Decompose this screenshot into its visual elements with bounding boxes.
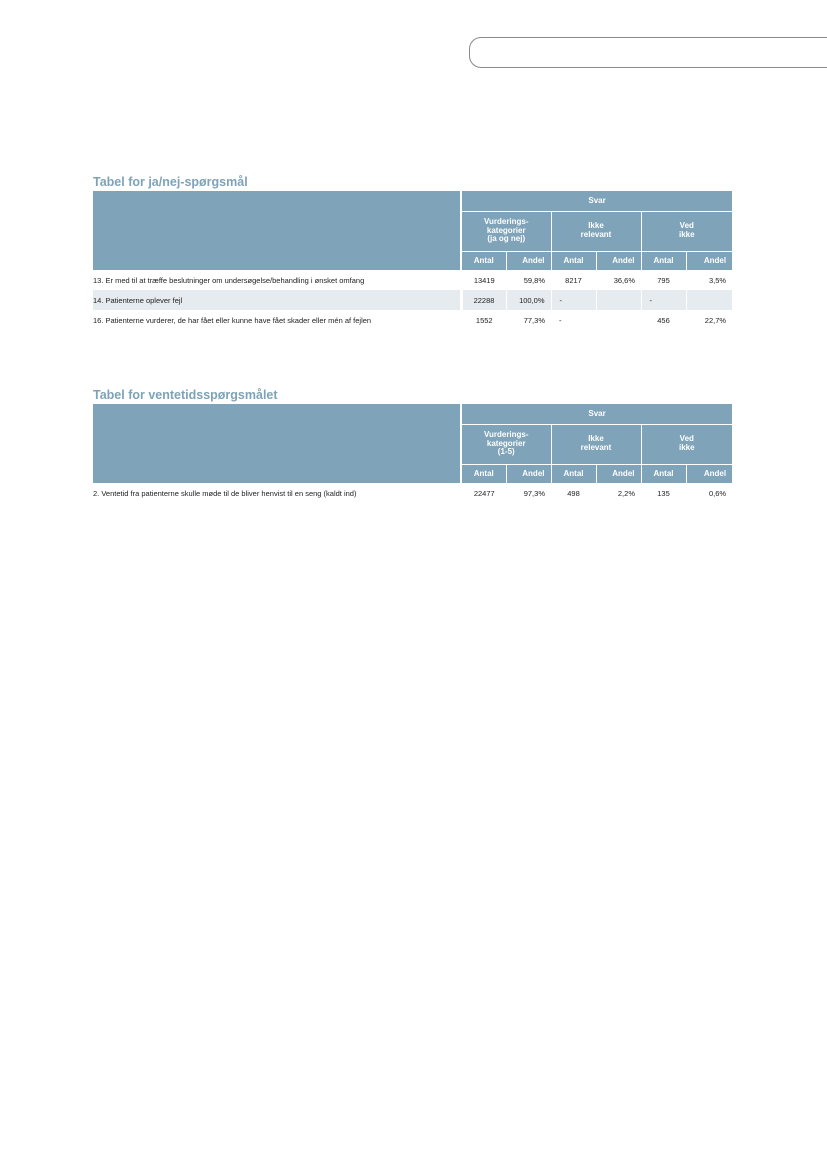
value-cell: 135 <box>657 488 670 498</box>
header-category-1: Ikke relevant <box>551 211 641 251</box>
value-cell: 22,7% <box>704 315 727 325</box>
value-cell <box>596 290 641 310</box>
header-category-2: Ved ikke <box>641 424 732 464</box>
waiting-time-table <box>93 404 732 503</box>
section-title-yes-no: Tabel for ja/nej-spørgsmål <box>93 175 248 189</box>
header-category-0: Vurderings- kategorier (ja og nej) <box>461 211 551 251</box>
value-cell: 795 <box>657 275 670 285</box>
value-cell: - <box>551 290 596 310</box>
question-label: 13. Er med til at træffe beslutninger om undersøgelse/behandling i ønsket omfang <box>93 275 365 285</box>
value-cell: 498 <box>567 488 580 498</box>
value-cell: 36,6% <box>613 275 635 285</box>
header-sub-3: Andel <box>596 464 641 483</box>
table-row <box>93 310 732 330</box>
value-cell: 8217 <box>565 275 582 285</box>
header-sub-5: Andel <box>686 251 732 270</box>
header-blank <box>93 404 461 483</box>
header-category-2: Ved ikke <box>641 211 732 251</box>
question-label: 2. Ventetid fra patienterne skulle møde til de bliver henvist til en seng (kaldt ind) <box>93 488 357 498</box>
header-sub-2: Antal <box>551 464 596 483</box>
header-sub-4: Antal <box>641 251 686 270</box>
header-category-0: Vurderings- kategorier (1-5) <box>461 424 551 464</box>
section-title-waiting-time: Tabel for ventetidsspørgsmålet <box>93 388 278 402</box>
value-cell: 22288 <box>461 290 506 310</box>
table-row <box>93 483 732 503</box>
value-cell <box>596 310 641 330</box>
value-cell: - <box>641 290 686 310</box>
question-label: 14. Patienterne oplever fejl <box>93 290 461 310</box>
value-cell: 100,0% <box>506 290 551 310</box>
header-sub-1: Andel <box>506 251 551 270</box>
header-sub-3: Andel <box>596 251 641 270</box>
header-svar: Svar <box>461 404 732 424</box>
value-cell: 3,5% <box>708 275 727 285</box>
value-cell: 97,3% <box>523 488 545 498</box>
page-tab-frame <box>469 37 827 68</box>
header-blank <box>93 191 461 270</box>
value-cell: 1552 <box>475 315 493 325</box>
value-cell: 22477 <box>473 488 495 498</box>
question-label: 16. Patienterne vurderer, de har fået eller kunne have fået skader eller mén af fejlen <box>93 315 372 325</box>
header-sub-0: Antal <box>461 251 506 270</box>
table-row <box>93 270 732 290</box>
header-sub-0: Antal <box>461 464 506 483</box>
header-svar: Svar <box>461 191 732 211</box>
value-cell: 456 <box>657 315 670 325</box>
header-sub-5: Andel <box>686 464 732 483</box>
header-sub-1: Andel <box>506 464 551 483</box>
value-cell <box>686 290 732 310</box>
section-yes-no <box>93 173 732 330</box>
header-sub-2: Antal <box>551 251 596 270</box>
value-cell: - <box>559 315 562 325</box>
value-cell: 0,6% <box>708 488 727 498</box>
yes-no-table <box>93 191 732 330</box>
value-cell: 2,2% <box>617 488 635 498</box>
section-waiting-time <box>93 386 732 503</box>
table-row <box>93 290 732 310</box>
value-cell: 13419 <box>473 275 495 285</box>
value-cell: 77,3% <box>523 315 545 325</box>
header-category-1: Ikke relevant <box>551 424 641 464</box>
value-cell: 59,8% <box>523 275 545 285</box>
header-sub-4: Antal <box>641 464 686 483</box>
